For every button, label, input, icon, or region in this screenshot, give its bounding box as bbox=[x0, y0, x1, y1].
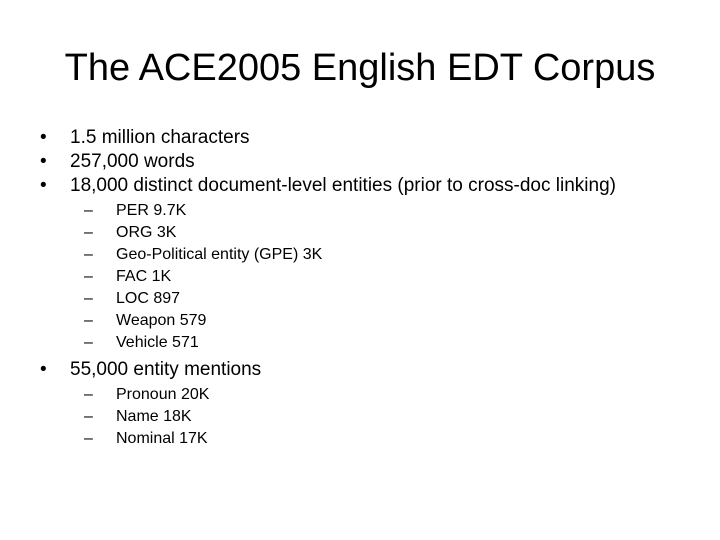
sub-bullet-item bbox=[0, 310, 720, 332]
sub-bullet-text: Geo-Political entity (GPE) 3K bbox=[116, 246, 323, 263]
bullet-item bbox=[0, 358, 720, 382]
sub-bullet-marker: – bbox=[84, 386, 93, 403]
sub-bullet-text: PER 9.7K bbox=[116, 202, 187, 219]
sub-bullet-item bbox=[0, 222, 720, 244]
sub-bullet-text: Pronoun 20K bbox=[116, 386, 210, 403]
bullet-item bbox=[0, 150, 720, 174]
sub-bullet-text: Vehicle 571 bbox=[116, 334, 199, 351]
slide-title: The ACE2005 English EDT Corpus bbox=[64, 47, 656, 89]
bullet-marker: • bbox=[40, 175, 47, 196]
bullet-list bbox=[0, 126, 720, 450]
bullet-text: 1.5 million characters bbox=[70, 127, 250, 148]
sub-bullet-item bbox=[0, 244, 720, 266]
sub-bullet-item bbox=[0, 384, 720, 406]
sub-bullet-marker: – bbox=[84, 224, 93, 241]
bullet-marker: • bbox=[40, 359, 47, 380]
sub-bullet-item bbox=[0, 200, 720, 222]
sub-bullet-marker: – bbox=[84, 246, 93, 263]
sub-bullet-item bbox=[0, 406, 720, 428]
bullet-marker: • bbox=[40, 151, 47, 172]
sub-bullet-item bbox=[0, 288, 720, 310]
sub-bullet-text: Name 18K bbox=[116, 408, 192, 425]
sub-bullet-text: FAC 1K bbox=[116, 268, 172, 285]
bullet-item bbox=[0, 126, 720, 150]
sub-bullet-item bbox=[0, 332, 720, 354]
sub-bullet-marker: – bbox=[84, 268, 93, 285]
bullet-text: 257,000 words bbox=[70, 151, 195, 172]
sub-bullet-text: ORG 3K bbox=[116, 224, 177, 241]
sub-bullet-text: Nominal 17K bbox=[116, 430, 208, 447]
bullet-item bbox=[0, 174, 720, 198]
sub-bullet-list bbox=[0, 384, 720, 450]
bullet-marker: • bbox=[40, 127, 47, 148]
sub-bullet-text: LOC 897 bbox=[116, 290, 181, 307]
sub-bullet-marker: – bbox=[84, 312, 93, 329]
sub-bullet-item bbox=[0, 428, 720, 450]
sub-bullet-item bbox=[0, 266, 720, 288]
sub-bullet-marker: – bbox=[84, 290, 93, 307]
sub-bullet-list bbox=[0, 200, 720, 354]
bullet-text: 18,000 distinct document-level entities (prior to cross-doc linking) bbox=[70, 175, 616, 196]
sub-bullet-marker: – bbox=[84, 202, 93, 219]
bullet-text: 55,000 entity mentions bbox=[70, 359, 262, 380]
sub-bullet-text: Weapon 579 bbox=[116, 312, 207, 329]
sub-bullet-marker: – bbox=[84, 408, 93, 425]
sub-bullet-marker: – bbox=[84, 430, 93, 447]
sub-bullet-marker: – bbox=[84, 334, 93, 351]
